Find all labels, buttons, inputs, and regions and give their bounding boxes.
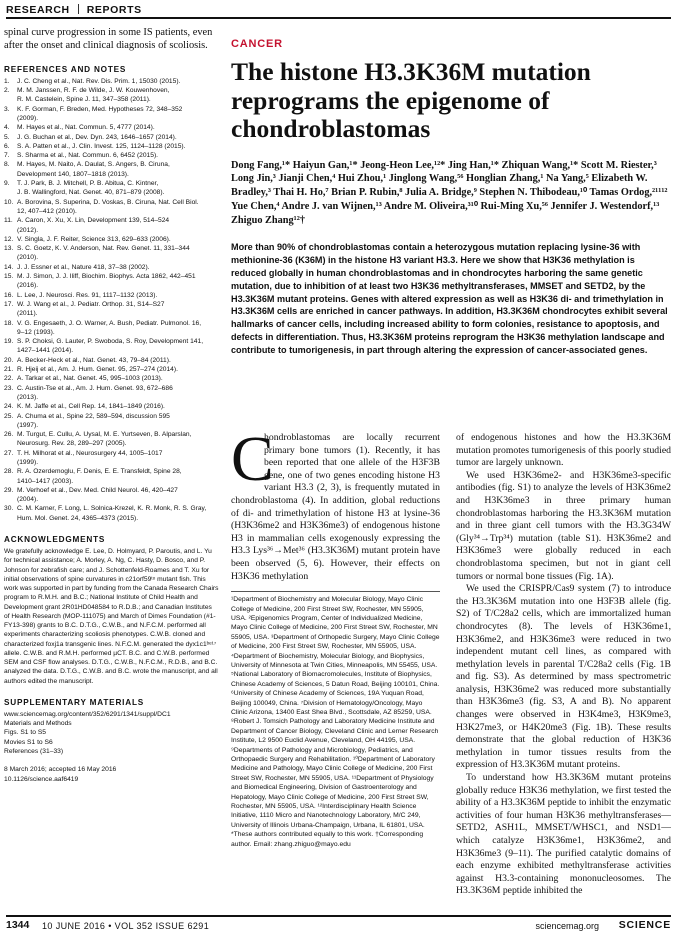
reference-item — [4, 244, 219, 253]
reference-number: 2. — [4, 87, 10, 95]
reference-item — [4, 514, 219, 523]
reference-item — [4, 477, 219, 486]
reference-text: A. Caron, X. Xu, X. Lin, Development 139, 514–524 — [17, 217, 170, 225]
supplementary-link[interactable]: www.sciencemag.org/content/352/6291/1341/suppl/DC1 — [4, 710, 171, 718]
reference-item — [4, 291, 219, 300]
supplementary-heading: SUPPLEMENTARY MATERIALS — [4, 697, 145, 707]
reference-number — [4, 170, 17, 179]
body-paragraph: We used the CRISPR/Cas9 system (7) to introduce the H3.3K36M mutation into one H3F3B allele (fig. S2) of T/C28a2 cells, which are immortalized human chondrocytes (8). The levels of H3K36me1, H3K36me2, and H3K36me3 were reduced in two independent mutant cell lines, as compared with methylation levels in parental T/C28a2 cells (Fig. 1B and fig. S3). As determined by mass spectrometric analysis, H3K36me2 was reduced more substantially than H3K36me3 (fig. S3, A and B). No apparent changes were observed in H3K4me3, H3K9me3, H3K27me3, or H4K20me3 (Fig. 1B). These results demonstrate that the global reduction of H3K36 methylation in tumor tissues results from the expression of H3.3K36M mutant proteins. — [456, 583, 671, 771]
reference-number: 29. — [4, 486, 14, 494]
reference-item — [4, 412, 219, 421]
acknowledgments-heading: ACKNOWLEDGMENTS — [4, 535, 106, 545]
reference-item — [4, 281, 219, 290]
footer-rule — [6, 915, 671, 917]
reference-number: 23. — [4, 384, 14, 392]
reference-text: 1410–1417 (2003). — [17, 477, 74, 485]
reference-item — [4, 133, 219, 142]
reference-number — [4, 393, 17, 402]
website[interactable]: sciencemag.org — [535, 921, 599, 931]
reference-text: K. M. Jaffe et al., Cell Rep. 14, 1841–1849 (2016). — [17, 403, 165, 411]
reference-item — [4, 374, 219, 383]
reference-text: (2016). — [17, 282, 39, 290]
reference-number — [4, 309, 17, 318]
reference-number — [4, 226, 17, 235]
reference-number — [4, 188, 17, 197]
middle-column — [231, 423, 440, 849]
reference-item — [4, 142, 219, 151]
supplementary-item: Materials and Methods — [4, 720, 72, 728]
reference-number: 27. — [4, 449, 14, 457]
article-header — [231, 25, 671, 357]
reference-number: 12. — [4, 235, 14, 243]
reference-number — [4, 281, 17, 290]
reference-text: (2012). — [17, 226, 39, 234]
left-column — [4, 25, 219, 784]
reference-item — [4, 309, 219, 318]
acknowledgments-text: We gratefully acknowledge E. Lee, D. Holmyard, P. Paroutis, and L. Yu for technical assistance; A. Morley, A. Ng, C. Hasty, D. Bosco, and P. Johnson for zebrafish care; and J. Schottenfeld-Roames and T. Xu for initial observations of spine curvatures in c21orf59ᵗᵒ mutant fish. This work was supported in part by funding from the Canada Research Chairs program to R.M.H. and B.C.; National Institute of Child Health and Development grant 2R01HD048584 to R.D.B.; and Canadian Institutes of Health Research (MOP-111075) and March of Dimes Foundation (#1-FY13-398) grants to B.C. D.T.G., C.W.B., and N.F.C.M. performed all experiments characterizing scoliosis phenotypes. C.W.B. cloned and characterized foxj1a transgenic lines. N.F.C.M. generated the dyx1c1ᵇᵉ¹⁷ allele. C.W.B. and R.M.H. performed µCT. B.C. and C.W.B. performed SEM and CSF flow analyses. D.T.G., C.W.B., N.F.C.M., R.D.B., and B.C. analyzed the data. D.T.G., C.W.B. and B.C. wrote the manuscript, and all authors edited the manuscript. — [4, 548, 219, 685]
received-accepted-date: 8 March 2016; accepted 16 May 2016 — [4, 766, 117, 774]
reference-item — [4, 207, 219, 216]
issue-info: 10 JUNE 2016 • VOL 352 ISSUE 6291 — [42, 921, 210, 931]
reference-item — [4, 151, 219, 160]
reference-number: 1. — [4, 77, 10, 85]
reference-number: 9. — [4, 180, 10, 188]
supplementary-item: Figs. S1 to S5 — [4, 729, 47, 737]
reference-number: 19. — [4, 338, 14, 346]
article-title: The histone H3.3K36M mutation reprograms the epigenome of chondroblastomas — [231, 57, 591, 143]
reference-text: A. Becker-Heck et al., Nat. Genet. 43, 79–84 (2011). — [17, 356, 171, 364]
reference-item — [4, 114, 219, 123]
reference-text: Neurosurg. Rev. 28, 289–297 (2005). — [17, 440, 127, 448]
reference-text: J. G. Buchan et al., Dev. Dyn. 243, 1646–1657 (2014). — [17, 133, 177, 141]
reference-text: M. Hayes, M. Naito, A. Daulat, S. Angers, B. Ciruna, — [17, 161, 170, 169]
reference-item — [4, 198, 219, 207]
reference-text: 9–12 (1993). — [17, 328, 55, 336]
reference-item — [4, 328, 219, 337]
reference-item — [4, 319, 219, 328]
reference-number — [4, 421, 17, 430]
reference-text: S. C. Goetz, K. V. Anderson, Nat. Rev. Genet. 11, 331–344 — [17, 245, 190, 253]
reference-number — [4, 495, 17, 504]
reference-text: (2011). — [17, 310, 38, 318]
page-header — [6, 0, 671, 18]
body-paragraph: To understand how H3.3K36M mutant proteins globally reduce H3K36 methylation, we first tested the ability of a H3.3K36M peptide to inhibit the enzymatic activities of four human H3K36 methyltransferases—SETD2, ASH1L, MMSET/WHSC1, and NSD1—which catalyze H3K36me1, H3K36me2, and H3K36me3 (9–11). The purified catalytic domains of each enzyme exhibited methyltransferase activities against H3.3-containing mononucleosomes. The H3.3K36M peptide inhibited the — [456, 772, 671, 897]
reference-text: (1999). — [17, 458, 39, 466]
reference-item — [4, 253, 219, 262]
reference-text: (2010). — [17, 254, 39, 262]
body-paragraph: of endogenous histones and how the H3.3K36M mutation promotes tumorigenesis of this poorly studied tumor are largely unknown. — [456, 432, 671, 469]
reference-text: J. J. Essner et al., Nature 418, 37–38 (2002). — [17, 263, 150, 271]
reference-item — [4, 421, 219, 430]
header-separator — [78, 4, 79, 14]
reference-number — [4, 114, 17, 123]
reference-text: M. M. Janssen, R. F. de Wilde, J. W. Kouwenhoven, — [17, 87, 170, 95]
reference-number: 16. — [4, 291, 14, 299]
reference-number: 14. — [4, 263, 14, 271]
reference-number: 11. — [4, 217, 13, 225]
doi: 10.1126/science.aaf6419 — [4, 775, 79, 783]
header-rule — [6, 17, 671, 19]
supplementary-item: References (31–33) — [4, 748, 64, 755]
reference-text: A. Chuma et al., Spine 22, 589–594, discussion 595 — [17, 412, 170, 420]
reference-text: C. Austin-Tse et al., Am. J. Hum. Genet. 93, 672–686 — [17, 384, 173, 392]
abstract: More than 90% of chondroblastomas contain a heterozygous mutation replacing lysine-36 with methionine-36 (K36M) in the histone H3 variant H3.3. Here we show that H3K36 methylation is reduced globally in human chondroblastomas and in chondrocytes harboring the same genetic mutation, due to inhibition of at least two H3K36 methyltransferases, MMSET and SETD2, by the H3.3K36M mutant proteins. Genes with altered expression as well as H3K36 di- and trimethylation in H3.3K36M cells are enriched in cancer pathways. In addition, H3.3K36M chondrocytes exhibit several hallmarks of cancer cells, including increased ability to form colonies, resistance to apoptosis, and defects in differentiation. Thus, H3.3K36M proteins reprogram the H3K36 methylation landscape and contribute to tumorigenesis, in part through altering the expression of cancer-associated genes. — [231, 242, 668, 355]
reference-text: J. C. Cheng et al., Nat. Rev. Dis. Prim. 1, 15030 (2015). — [17, 77, 181, 85]
reference-text: W. J. Wang et al., J. Pediatr. Orthop. 31, S14–S27 — [17, 300, 165, 308]
reference-text: R. A. Ozerdemoglu, F. Denis, E. E. Transfeldt, Spine 28, — [17, 468, 182, 476]
section-label: RESEARCH — [6, 4, 70, 16]
reference-number — [4, 328, 17, 337]
reference-number: 7. — [4, 152, 10, 160]
reference-item — [4, 160, 219, 169]
reference-item — [4, 77, 219, 86]
author-list: Dong Fang,¹* Haiyun Gan,¹* Jeong-Heon Lee,¹²* Jing Han,¹* Zhiquan Wang,¹* Scott M. Riester,³ Long Jin,³ Jianji Chen,⁴ Hui Zhou,¹ Jinglong Wang,⁵⁶ Honglian Zhang,¹ Na Yang,⁵ Elizabeth W. Bradley,³ Thai H. Ho,⁷ Brian P. Rubin,⁸ Julia A. Bridge,⁹ Stephen N. Thibodeau,¹⁰ Tamas Ordog,²¹¹¹² Yue Chen,⁴ Andre J. van Wijnen,¹³ Andre M. Oliveira,³¹⁰ Rui-Ming Xu,⁵⁶ Jennifer J. Westendorf,¹³ Zhiguo Zhang¹²† — [231, 159, 668, 226]
reference-item — [4, 393, 219, 402]
reference-item — [4, 216, 219, 225]
drop-cap: C — [231, 423, 274, 494]
body-paragraph: We used H3K36me2- and H3K36me3-specific antibodies (fig. S1) to analyze the levels of H3K36me2 and H3K36me3 in three primary human chondroblastomas harboring the H3.3K36M mutation and in three giant cell tumors with the H3.3G34W (Gly³⁴→Trp³⁴) mutation (table S1). H3K36me2 and H3K36me3 were globally reduced in each chondroblastoma specimen, but not in giant cell tumors or normal bone tissues (Fig. 1A). — [456, 469, 671, 582]
reference-item — [4, 272, 219, 281]
reference-item — [4, 467, 219, 476]
reference-text: M. Hayes et al., Nat. Commun. 5, 4777 (2014). — [17, 124, 155, 132]
reference-number — [4, 95, 17, 104]
reference-number — [4, 514, 17, 523]
reference-text: L. Lee, J. Neurosci. Res. 91, 1117–1132 (2013). — [17, 291, 158, 299]
reference-number — [4, 458, 17, 467]
reference-number: 21. — [4, 366, 14, 374]
reference-item — [4, 188, 219, 197]
reference-number: 6. — [4, 142, 10, 150]
supplementary-list — [4, 710, 219, 784]
reference-item — [4, 105, 219, 114]
reference-text: A. Borovina, S. Superina, D. Voskas, B. Ciruna, Nat. Cell Biol. — [17, 198, 199, 206]
reference-text: 12, 407–412 (2010). — [17, 207, 77, 215]
reference-text: T. H. Milhorat et al., Neurosurgery 44, 1005–1017 — [17, 449, 163, 457]
reference-number: 8. — [4, 161, 10, 169]
reference-number: 5. — [4, 133, 10, 141]
supplementary-item: Movies S1 to S6 — [4, 738, 53, 746]
reference-text: R. Hjeij et al., Am. J. Hum. Genet. 95, 257–274 (2014). — [17, 366, 178, 374]
page-number: 1344 — [6, 919, 30, 931]
reference-text: T. J. Park, B. J. Mitchell, P. B. Abitua, C. Kintner, — [17, 180, 159, 188]
reference-number: 18. — [4, 319, 14, 327]
reference-text: (1997). — [17, 421, 39, 429]
reference-item — [4, 179, 219, 188]
first-paragraph-text: hondroblastomas are locally recurrent primary bone tumors (1). Recently, it has been reported that one allele of the H3F3B gene, one of two genes encoding histone H3 variant H3.3 (2, 3), is frequently mutated in chondroblastoma (4). In addition, global reductions of di- and trimethylation of histone H3 at lysine-36 (H3K36me2 and H3K36me3) of endogenous histone H3 in mammalian cells exogenously expressing the H3.3 Lys³⁶→Met³⁶ (H3.3K36M) mutant protein have been observed (5, 6). However, their effects on H3K36 methylation — [231, 432, 440, 582]
reference-text: A. Tarkar et al., Nat. Genet. 45, 995–1003 (2013). — [17, 375, 163, 383]
reference-item — [4, 495, 219, 504]
reference-text: R. M. Castelein, Spine J. 11, 347–358 (2011). — [17, 96, 151, 104]
reference-text: C. M. Karner, F. Long, L. Solnica-Krezel, K. R. Monk, R. S. Gray, — [17, 505, 207, 513]
reference-number: 13. — [4, 245, 14, 253]
reference-text: Hum. Mol. Genet. 24, 4365–4373 (2015). — [17, 514, 139, 522]
reference-number — [4, 439, 17, 448]
reference-item — [4, 458, 219, 467]
reference-item — [4, 337, 219, 346]
reference-text: M. Turgut, E. Cullu, A. Uysal, M. E. Yurtseven, B. Alparslan, — [17, 431, 192, 439]
reference-number: 22. — [4, 375, 14, 383]
reference-item — [4, 365, 219, 374]
journal-name: SCIENCE — [618, 919, 671, 931]
reference-item — [4, 226, 219, 235]
reference-item — [4, 449, 219, 458]
reference-item — [4, 430, 219, 439]
affiliations: ¹Department of Biochemistry and Molecular Biology, Mayo Clinic College of Medicine, 200 First Street SW, Rochester, MN 55905, USA. ²Epigenomics Program, Center of Individualized Medicine, Mayo Clinic College of Medicine, 200 First Street SW, Rochester, MN 55905, USA. ³Department of Orthopedic Surgery, Mayo Clinic College of Medicine, 200 First Street SW, Rochester, MN 55905, USA. ⁴Department of Biochemistry, Molecular Biology, and Biophysics, University of Minnesota at Twin Cities, Minneapolis, MN 55455, USA. ⁵National Laboratory of Biomacromolecules, Institute of Biophysics, Chinese Academy of Sciences, 5 Datun Road, Beijing 100101, China. ⁶University of Chinese Academy of Sciences, 19A Yuquan Road, Beijing 100049, China. ⁷Division of Hematology/Oncology, Mayo Clinic Arizona, 13400 East Shea Blvd., Scottsdale, AZ 85259, USA. ⁸Robert J. Tomsich Pathology and Laboratory Medicine Institute and Department of Cancer Biology, Cleveland Clinic and Lerner Research Institute, L2 9500 Euclid Avenue, Cleveland, OH 44195, USA. ⁹Departments of Pathology and Microbiology, Pediatrics, and Orthopaedic Surgery and Rehabilitation. ¹⁰Department of Laboratory Medicine and Pathology, Mayo Clinic College of Medicine, 200 First Street SW, Rochester, MN 55905, USA. ¹¹Department of Physiology and Biomedical Engineering, Division of Gastroenterology and Hepatology, Mayo Clinic College of Medicine, 200 First Street SW, Rochester, MN 55905, USA. ¹²Interdisciplinary Health Science Initiative, 1110 Micro and Nanotechnology Laboratory, M/C 249, University of Illinois Urbana-Champaign, Urbana, IL 61801, USA. *These authors contributed equally to this work. †Corresponding author. Email: zhang.zhiguo@mayo.edu — [231, 591, 440, 849]
references-heading: REFERENCES AND NOTES — [4, 64, 127, 74]
reference-text: (2004). — [17, 496, 39, 504]
reference-number: 24. — [4, 403, 14, 411]
reference-item — [4, 439, 219, 448]
reference-number — [4, 253, 17, 262]
reference-number: 20. — [4, 356, 14, 364]
reference-item — [4, 123, 219, 132]
page-footer — [6, 915, 671, 933]
reference-number: 30. — [4, 505, 14, 513]
right-column — [456, 432, 671, 898]
subsection-label: REPORTS — [86, 4, 142, 16]
reference-text: S. Sharma et al., Nat. Commun. 6, 6452 (2015). — [17, 152, 158, 160]
reference-text: 1427–1441 (2014). — [17, 347, 74, 355]
section-tag: CANCER — [231, 38, 283, 50]
reference-item — [4, 86, 219, 95]
reference-number: 25. — [4, 412, 14, 420]
reference-number: 17. — [4, 300, 14, 308]
reference-text: S. A. Patten et al., J. Clin. Invest. 125, 1124–1128 (2015). — [17, 142, 186, 150]
reference-item — [4, 300, 219, 309]
first-paragraph — [231, 423, 440, 583]
reference-text: Development 140, 1807–1818 (2013). — [17, 170, 129, 178]
reference-item — [4, 384, 219, 393]
reference-text: M. Verhoef et al., Dev. Med. Child Neurol. 46, 420–427 — [17, 486, 178, 494]
reference-list — [4, 77, 219, 523]
reference-number: 28. — [4, 468, 14, 476]
reference-number: 15. — [4, 273, 14, 281]
reference-text: (2009). — [17, 115, 39, 122]
reference-number — [4, 477, 17, 486]
reference-number: 3. — [4, 105, 10, 113]
reference-text: V. G. Engesaeth, J. O. Warner, A. Bush, Pediatr. Pulmonol. 16, — [17, 319, 202, 327]
reference-number: 26. — [4, 431, 14, 439]
reference-item — [4, 402, 219, 411]
reference-item — [4, 486, 219, 495]
continued-text: spinal curve progression in some IS patients, even after the onset and clinical diagnosis of scoliosis. — [4, 27, 213, 51]
reference-number: 4. — [4, 124, 10, 132]
reference-text: K. F. Gorman, F. Breden, Med. Hypotheses 72, 348–352 — [17, 105, 183, 113]
reference-item — [4, 504, 219, 513]
reference-item — [4, 346, 219, 355]
reference-item — [4, 170, 219, 179]
reference-number — [4, 346, 17, 355]
reference-text: V. Singla, J. F. Reiter, Science 313, 629–633 (2006). — [17, 235, 171, 243]
reference-text: J. B. Wallingford, Nat. Genet. 40, 871–879 (2008). — [17, 189, 165, 197]
reference-text: S. P. Choksi, G. Lauter, P. Swoboda, S. Roy, Development 141, — [17, 338, 204, 346]
reference-item — [4, 263, 219, 272]
reference-number — [4, 207, 17, 216]
reference-number: 10. — [4, 198, 14, 206]
reference-item — [4, 356, 219, 365]
reference-text: (2013). — [17, 393, 39, 401]
reference-item — [4, 235, 219, 244]
reference-item — [4, 95, 219, 104]
reference-text: M. J. Simon, J. J. Iliff, Biochim. Biophys. Acta 1862, 442–451 — [17, 273, 196, 281]
